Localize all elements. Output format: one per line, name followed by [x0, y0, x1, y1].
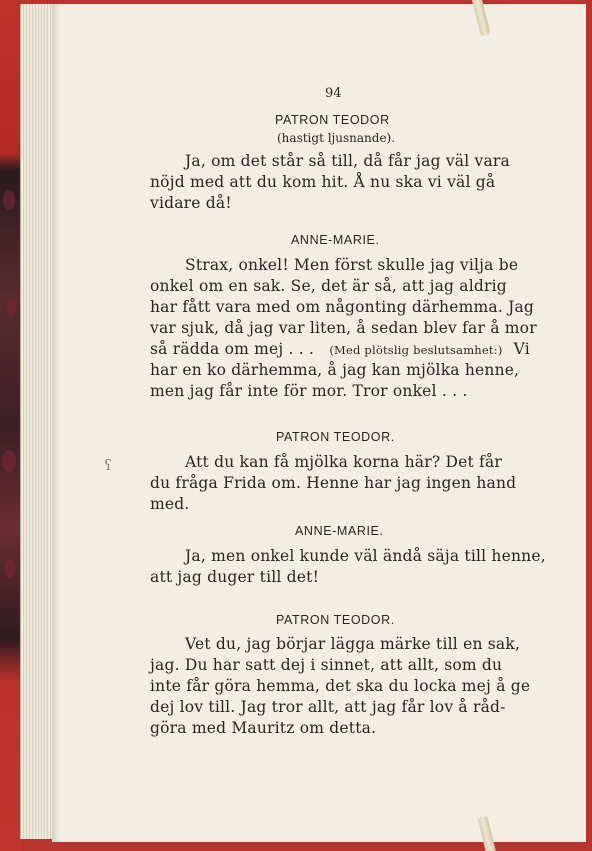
dialogue-line: Ja, om det står så till, då får jag väl vara — [185, 152, 510, 170]
speaker-name: ANNE-MARIE. — [291, 233, 380, 247]
dialogue-line-with-direction — [150, 340, 530, 358]
dialogue-line: göra med Mauritz om detta. — [150, 719, 377, 737]
pencil-margin-mark: ʕ — [104, 456, 113, 474]
dialogue-line: onkel om en sak. Se, det är så, att jag aldrig — [150, 277, 507, 295]
dialogue-line: har en ko därhemma, å jag kan mjölka henne, — [150, 361, 520, 379]
dialogue-fragment: så rädda om mej . . . — [150, 340, 315, 358]
book-cover-edge — [0, 0, 22, 851]
dialogue-line: Strax, onkel! Men först skulle jag vilja be — [185, 256, 519, 274]
page-number: 94 — [325, 86, 342, 101]
marbling-spot — [6, 300, 16, 316]
dialogue-line: du fråga Frida om. Henne har jag ingen hand — [150, 474, 517, 492]
dialogue-line: Ja, men onkel kunde väl ändå säja till henne, — [185, 547, 546, 565]
dialogue-line: dej lov till. Jag tror allt, att jag får lov å råd- — [150, 698, 506, 716]
dialogue-line: har fått vara med om någonting därhemma. Jag — [150, 298, 535, 316]
dialogue-line: Att du kan få mjölka korna här? Det får — [185, 453, 503, 471]
dialogue-line: Vet du, jag börjar lägga märke till en sak, — [185, 635, 521, 653]
dialogue-line: jag. Du har satt dej i sinnet, att allt, som du — [150, 656, 503, 674]
dialogue-line: men jag får inte för mor. Tror onkel . . . — [150, 382, 468, 400]
speaker-name: ANNE-MARIE. — [295, 524, 384, 538]
marbling-spot — [2, 450, 16, 472]
dialogue-fragment: Vi — [513, 340, 530, 358]
stage-direction: (hastigt ljusnande). — [277, 131, 396, 145]
speaker-name: PATRON TEODOR — [275, 113, 390, 127]
book-page — [52, 4, 586, 842]
dialogue-line: inte får göra hemma, det ska du locka mej å ge — [150, 677, 531, 695]
dialogue-line: var sjuk, då jag var liten, å sedan blev far å mor — [150, 319, 537, 337]
marbling-spot — [3, 190, 15, 210]
dialogue-line: att jag duger till det! — [150, 568, 320, 586]
dialogue-line: nöjd med att du kom hit. Å nu ska vi väl gå — [150, 173, 496, 191]
speaker-name: PATRON TEODOR. — [276, 613, 395, 627]
marbling-spot — [5, 560, 16, 578]
speaker-name: PATRON TEODOR. — [276, 430, 395, 444]
dialogue-line: med. — [150, 495, 190, 513]
inline-stage-direction: (Med plötslig beslutsamhet:) — [329, 343, 503, 357]
dialogue-line: vidare då! — [150, 194, 232, 212]
page-edges — [20, 4, 55, 839]
